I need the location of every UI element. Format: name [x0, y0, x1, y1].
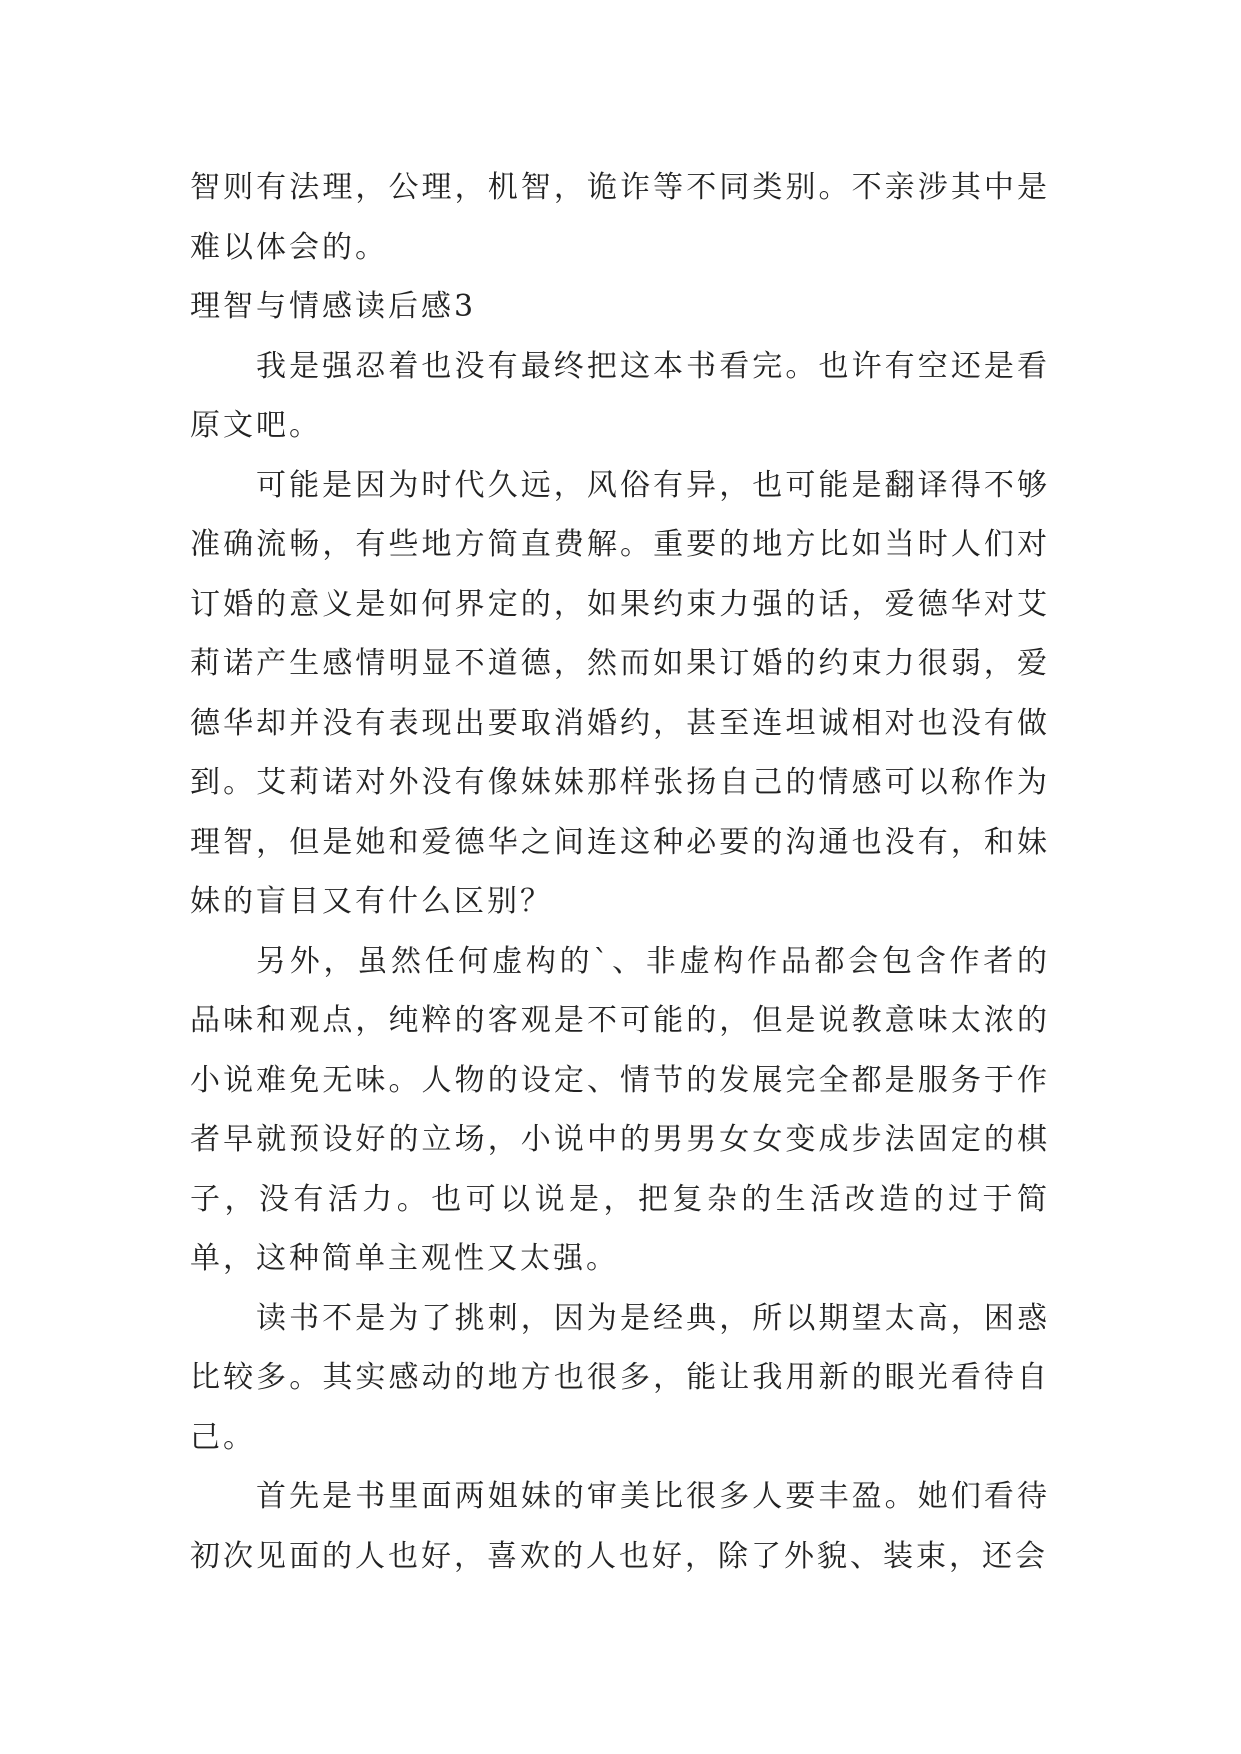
paragraph: 我是强忍着也没有最终把这本书看完。也许有空还是看原文吧。: [190, 348, 1050, 443]
paragraph: 读书不是为了挑刺，因为是经典，所以期望太高，困惑比较多。其实感动的地方也很多，能让我用新的眼光看待自己。: [190, 1300, 1050, 1455]
paragraph: 首先是书里面两姐妹的审美比很多人要丰盈。她们看待初次见面的人也好，喜欢的人也好，除了外貌、装束，还会: [190, 1479, 1050, 1574]
section-heading: 理智与情感读后感3: [190, 289, 477, 324]
paragraph-continuation: 智则有法理，公理，机智，诡诈等不同类别。不亲涉其中是难以体会的。: [190, 170, 1050, 265]
document-body: [190, 158, 1050, 1586]
paragraph: 可能是因为时代久远，风俗有异，也可能是翻译得不够准确流畅，有些地方简直费解。重要的地方比如当时人们对订婚的意义是如何界定的，如果约束力强的话，爱德华对艾莉诺产生感情明显不道德，然而如果订婚的约束力很弱，爱德华却并没有表现出要取消婚约，甚至连坦诚相对也没有做到。艾莉诺对外没有像妹妹那样张扬自己的情感可以称作为理智，但是她和爱德华之间连这种必要的沟通也没有，和妹妹的盲目又有什么区别？: [190, 467, 1050, 919]
paragraph: 另外，虽然任何虚构的`、非虚构作品都会包含作者的品味和观点，纯粹的客观是不可能的，但是说教意味太浓的小说难免无味。人物的设定、情节的发展完全都是服务于作者早就预设好的立场，小说中的男男女女变成步法固定的棋子，没有活力。也可以说是，把复杂的生活改造的过于简单，这种简单主观性又太强。: [190, 943, 1050, 1276]
